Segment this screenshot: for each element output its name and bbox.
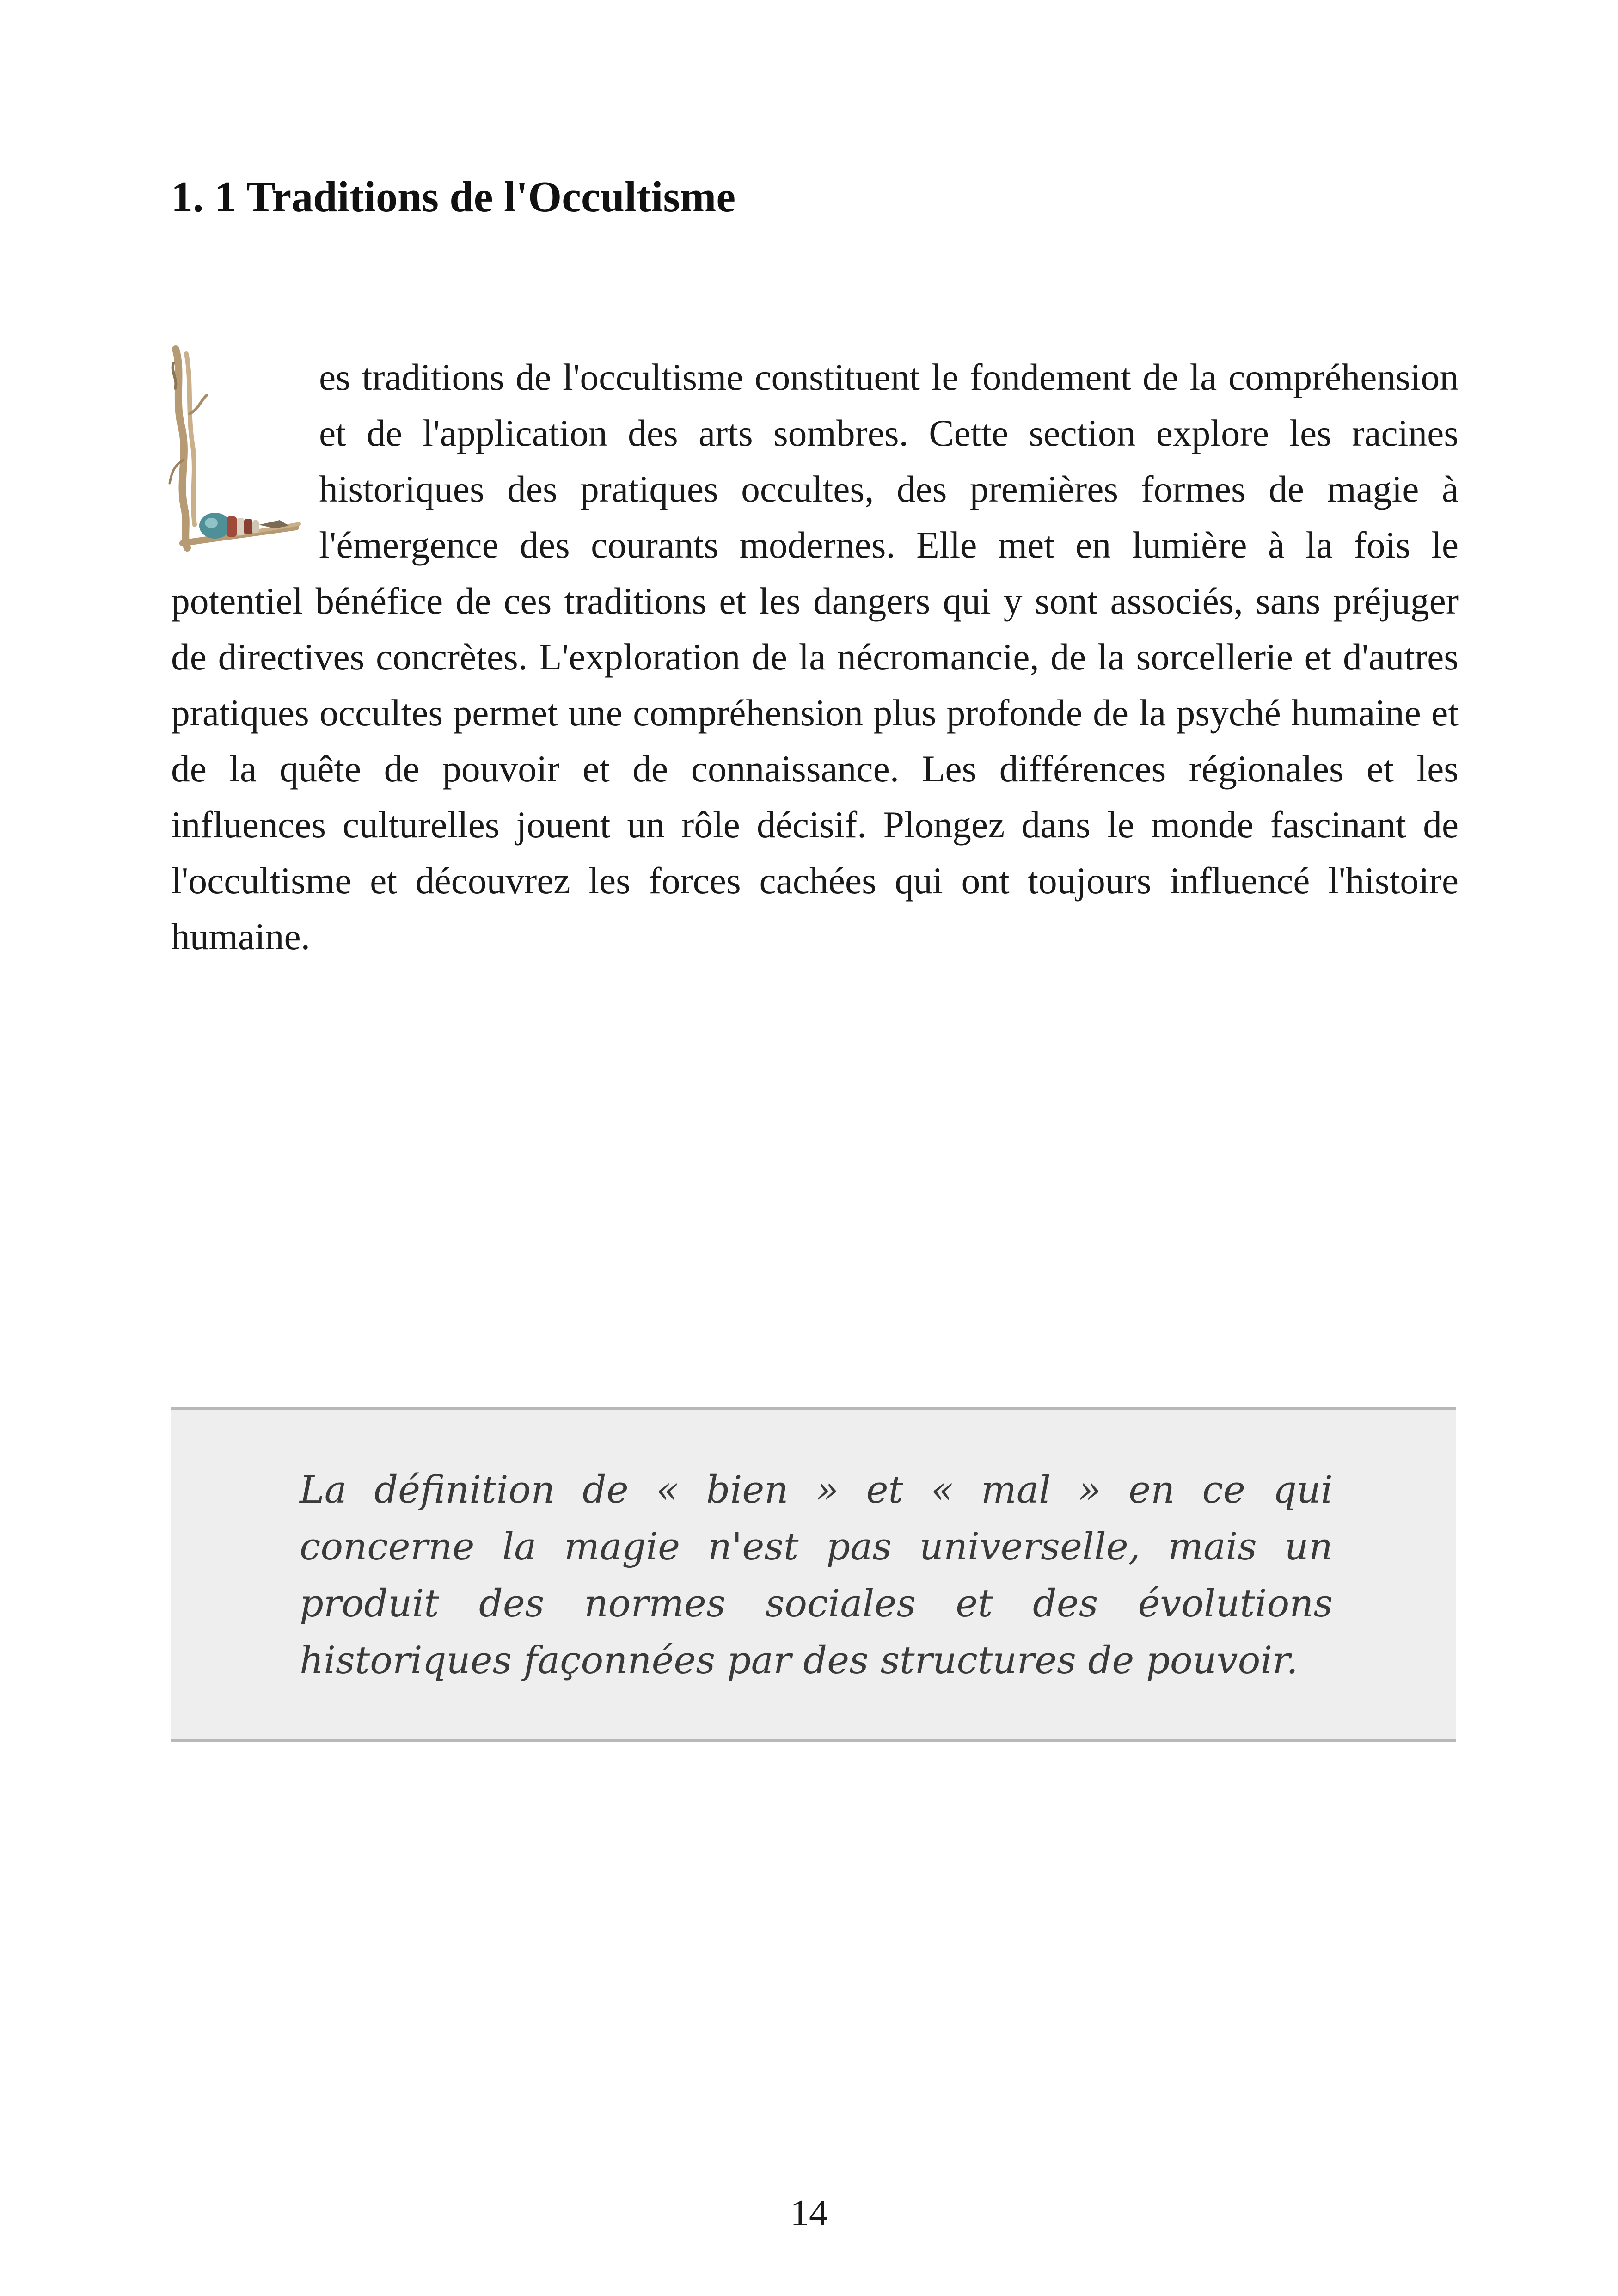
callout-box	[171, 1407, 1456, 1742]
page-number: 14	[790, 2192, 828, 2234]
callout-quote: La définition de « bien » et « mal » en ce qui concerne la magie n'est pas universelle, mais un produit des normes sociales et des évolutions historiques façonnées par des structures de pouvoir.	[300, 1468, 1333, 1682]
drop-cap-spacer	[171, 349, 319, 571]
intro-paragraph-text: es traditions de l'occultisme constituent le fondement de la compréhension et de l'application des arts sombres. Cette section explore les racines historiques des pratiques occultes, des premières formes de magie à l'émergence des courants modernes. Elle met en lumière à la fois le potentiel bénéfice de ces traditions et les dangers qui y sont associés, sans préjuger de directives concrètes. L'exploration de la nécromancie, de la sorcellerie et d'autres pratiques occultes permet une compréhension plus profonde de la psyché humaine et de la quête de pouvoir et de connaissance. Les différences régionales et les influences culturelles jouent un rôle décisif. Plongez dans le monde fascinant de l'occultisme et découvrez les forces cachées qui ont toujours influencé l'histoire humaine.	[171, 356, 1459, 958]
intro-paragraph	[171, 349, 1459, 964]
section-title: 1. 1 Traditions de l'Occultisme	[171, 173, 736, 221]
